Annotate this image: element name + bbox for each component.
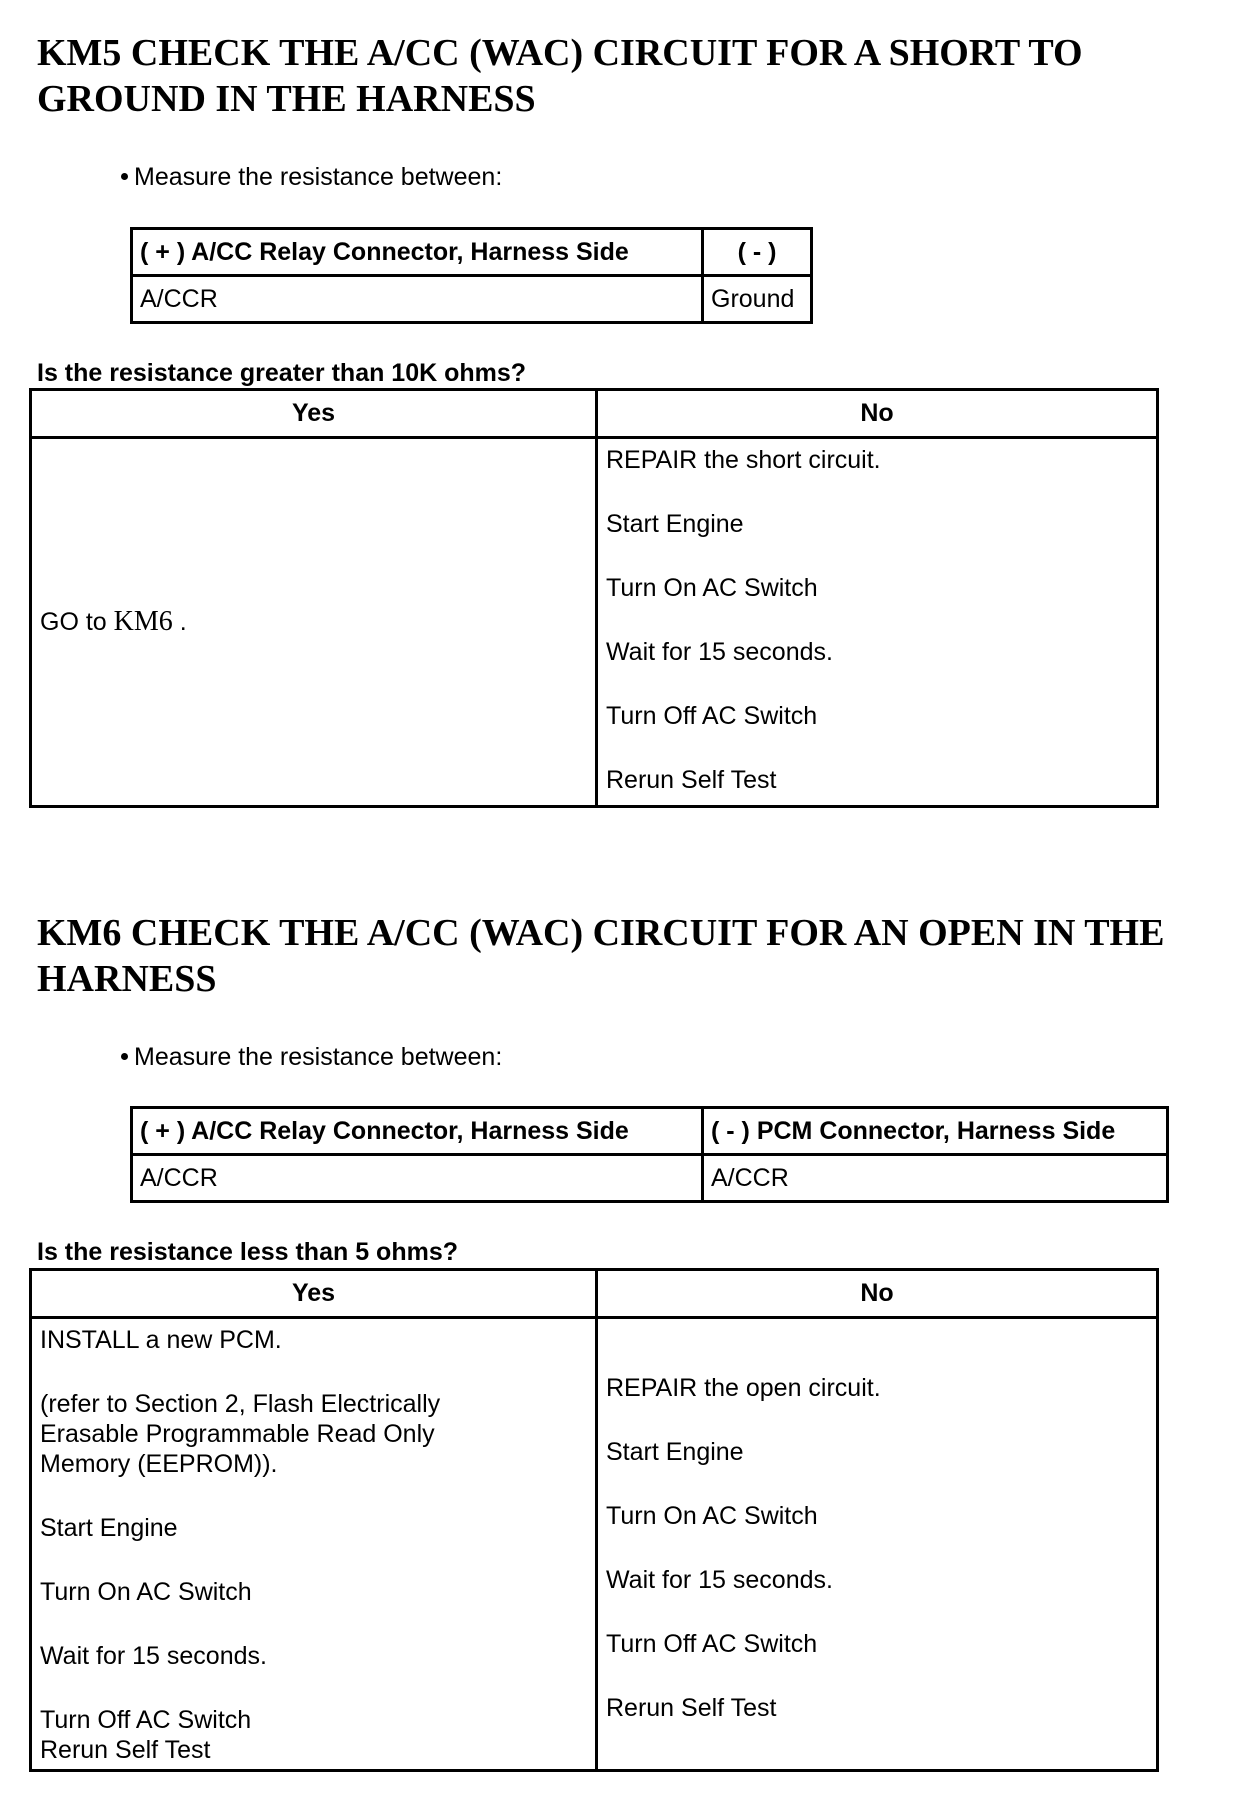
- km5-title-line1: KM5 CHECK THE A/CC (WAC) CIRCUIT FOR A SHORT TO: [37, 32, 1083, 74]
- km6-yes-cell: [31, 1318, 597, 1771]
- km6-yes-line: Erasable Programmable Read Only: [40, 1420, 435, 1448]
- km6-yes-line: Wait for 15 seconds.: [40, 1642, 267, 1670]
- km6-measure-header-minus: ( - ) PCM Connector, Harness Side: [703, 1108, 1168, 1155]
- km6-yes-line: Memory (EEPROM)).: [40, 1450, 278, 1478]
- km6-yes-header: Yes: [31, 1270, 597, 1318]
- km5-result-table: [29, 388, 1159, 808]
- km6-link[interactable]: KM6: [113, 606, 173, 637]
- km6-measure-cell-plus: A/CCR: [132, 1155, 703, 1202]
- bullet-icon: [121, 173, 128, 180]
- km6-no-line: Rerun Self Test: [606, 1694, 777, 1722]
- km6-yes-line: Start Engine: [40, 1514, 178, 1542]
- km6-result-table: [29, 1268, 1159, 1772]
- km6-no-line: Wait for 15 seconds.: [606, 1566, 833, 1594]
- km6-question: Is the resistance less than 5 ohms?: [37, 1238, 458, 1266]
- km5-question: Is the resistance greater than 10K ohms?: [37, 359, 527, 387]
- km5-yes-cell: GO to KM6 .: [31, 438, 597, 807]
- km6-measure-table: [130, 1106, 1169, 1203]
- km6-no-header: No: [597, 1270, 1158, 1318]
- km5-no-line: Rerun Self Test: [606, 766, 777, 794]
- km6-title-line2: HARNESS: [37, 958, 217, 1000]
- km5-no-line: Wait for 15 seconds.: [606, 638, 833, 666]
- km6-title: [37, 910, 1227, 1002]
- km6-no-line: REPAIR the open circuit.: [606, 1374, 881, 1402]
- km6-yes-line: Rerun Self Test: [40, 1736, 211, 1764]
- km5-no-header: No: [597, 390, 1158, 438]
- km6-instruction: Measure the resistance between:: [121, 1042, 502, 1072]
- km5-no-line: REPAIR the short circuit.: [606, 446, 881, 474]
- km6-no-line: Turn On AC Switch: [606, 1502, 818, 1530]
- km6-yes-line: INSTALL a new PCM.: [40, 1326, 282, 1354]
- km5-no-line: Turn Off AC Switch: [606, 702, 818, 730]
- km6-title-line1: KM6 CHECK THE A/CC (WAC) CIRCUIT FOR AN OPEN IN THE: [37, 912, 1165, 954]
- km5-title: [37, 30, 1227, 122]
- km5-instruction: Measure the resistance between:: [121, 162, 502, 192]
- km5-title-line2: GROUND IN THE HARNESS: [37, 78, 536, 120]
- km5-yes-header: Yes: [31, 390, 597, 438]
- bullet-icon: [121, 1053, 128, 1060]
- km6-no-line: Start Engine: [606, 1438, 744, 1466]
- km6-yes-line: Turn Off AC Switch: [40, 1706, 252, 1734]
- km5-no-cell: [597, 438, 1158, 807]
- km5-measure-table: [130, 227, 813, 324]
- km5-measure-header-minus: ( - ): [703, 229, 812, 276]
- km6-measure-cell-minus: A/CCR: [703, 1155, 1168, 1202]
- km6-measure-header-plus: ( + ) A/CC Relay Connector, Harness Side: [132, 1108, 703, 1155]
- km6-no-cell: [597, 1318, 1158, 1771]
- km5-no-line: Turn On AC Switch: [606, 574, 818, 602]
- km5-measure-cell-minus: Ground: [703, 276, 812, 323]
- km5-measure-cell-plus: A/CCR: [132, 276, 703, 323]
- km6-no-line: Turn Off AC Switch: [606, 1630, 818, 1658]
- km6-yes-line: Turn On AC Switch: [40, 1578, 252, 1606]
- km5-no-line: Start Engine: [606, 510, 744, 538]
- km6-yes-line: (refer to Section 2, Flash Electrically: [40, 1390, 441, 1418]
- km5-measure-header-plus: ( + ) A/CC Relay Connector, Harness Side: [132, 229, 703, 276]
